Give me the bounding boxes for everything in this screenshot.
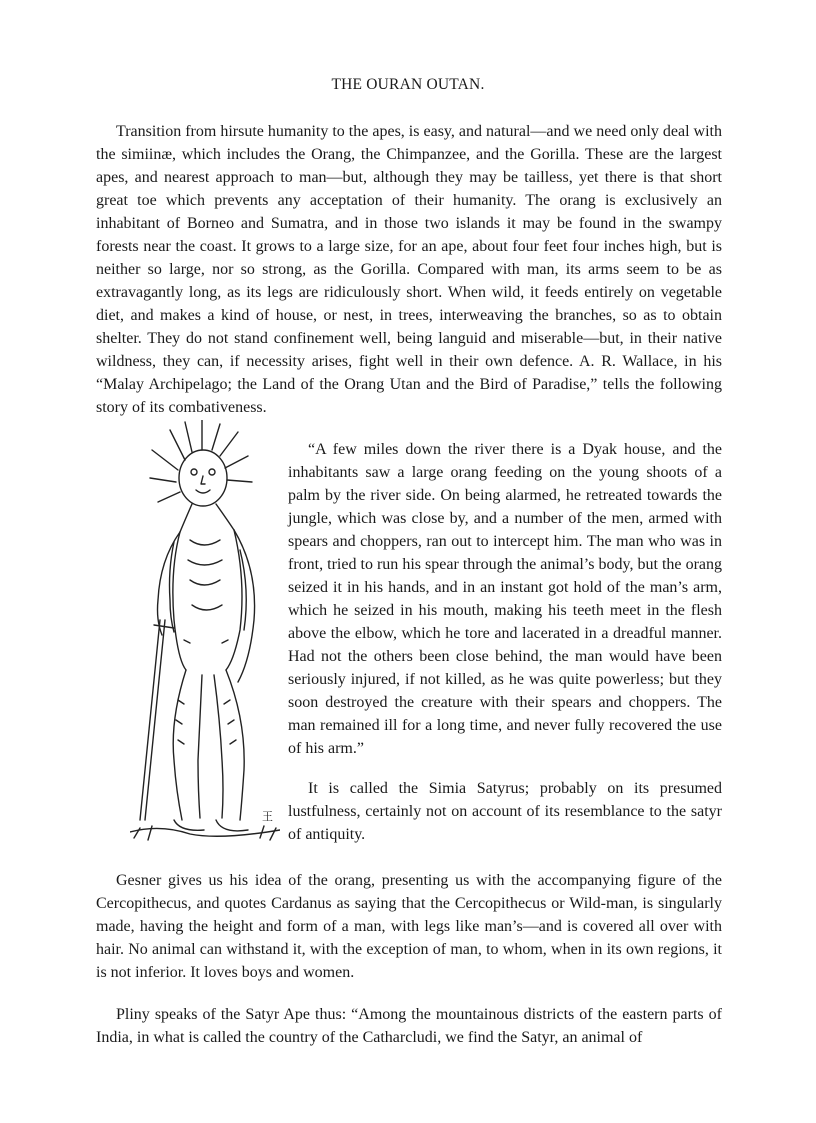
wallace-quote-paragraph: “A few miles down the river there is a Dyak house, and the inhabitants saw a large orang feeding on the young shoots of a palm by the river side. On being alarmed, he retreated towards the jungle, which was close by, and a number of the men, armed with spears and choppers, ran out to intercept him. The man who was in front, tried to run his spear through the animal’s body, but the orang seized it in his hands, and in an instant got hold of the man’s arm, which he seized in his mouth, making his teeth meet in the flesh above the elbow, which he tore and lacerated in a dreadful manner. Had not the others been close behind, the man would have been seriously injured, if not killed, as he was quite powerless; but they soon destroyed the creature with their spears and choppers. The man remained ill for a long time, and never fully recovered the use of his arm.”: [288, 441, 722, 757]
woodcut-figure-icon: [130, 420, 280, 845]
satyrus-paragraph: It is called the Simia Satyrus; probably on its presumed lustfulness, certainly not on account of its resemblance to the satyr of antiquity.: [288, 780, 722, 843]
svg-text:王: 王: [262, 811, 273, 823]
intro-paragraph: Transition from hirsute humanity to the apes, is easy, and natural—and we need only deal with the simiinæ, which includes the Orang, the Chimpanzee, and the Gorilla. These are the largest apes, and nearest approach to man—but, although they may be tailless, yet there is that short great toe which prevents any acceptation of their humanity. The orang is exclusively an inhabitant of Borneo and Sumatra, and in those two islands it may be found in the swampy forests near the coast. It grows to a large size, for an ape, about four feet four inches high, but is neither so large, nor so strong, as the Gorilla. Compared with man, its arms seem to be as extravagantly long, as its legs are ridiculously short. When wild, it feeds entirely on vegetable diet, and makes a kind of house, or nest, in trees, interweaving the branches, so as to obtain shelter. They do not stand confinement well, being languid and miserable—but, in their native wildness, they can, if necessity arises, fight well in their own defence. A. R. Wallace, in his “Malay Archipelago; the Land of the Orang Utan and the Bird of Paradise,” tells the following story of its combativeness.: [96, 123, 722, 416]
pliny-paragraph: Pliny speaks of the Satyr Ape thus: “Among the mountainous districts of the eastern parts of India, in what is called the country of the Catharcludi, we find the Satyr, an animal of: [96, 1006, 722, 1046]
gesner-paragraph: Gesner gives us his idea of the orang, presenting us with the accompanying figure of the Cercopithecus, and quotes Cardanus as saying that the Cercopithecus or Wild-man, is singularly made, having the height and form of a man, with legs like man’s—and is covered all over with hair. No animal can withstand it, with the exception of man, to whom, when in its own regions, it is not inferior. It loves boys and women.: [96, 872, 722, 981]
page-title: THE OURAN OUTAN.: [331, 76, 485, 93]
wild-man-illustration-icon: [130, 420, 280, 845]
